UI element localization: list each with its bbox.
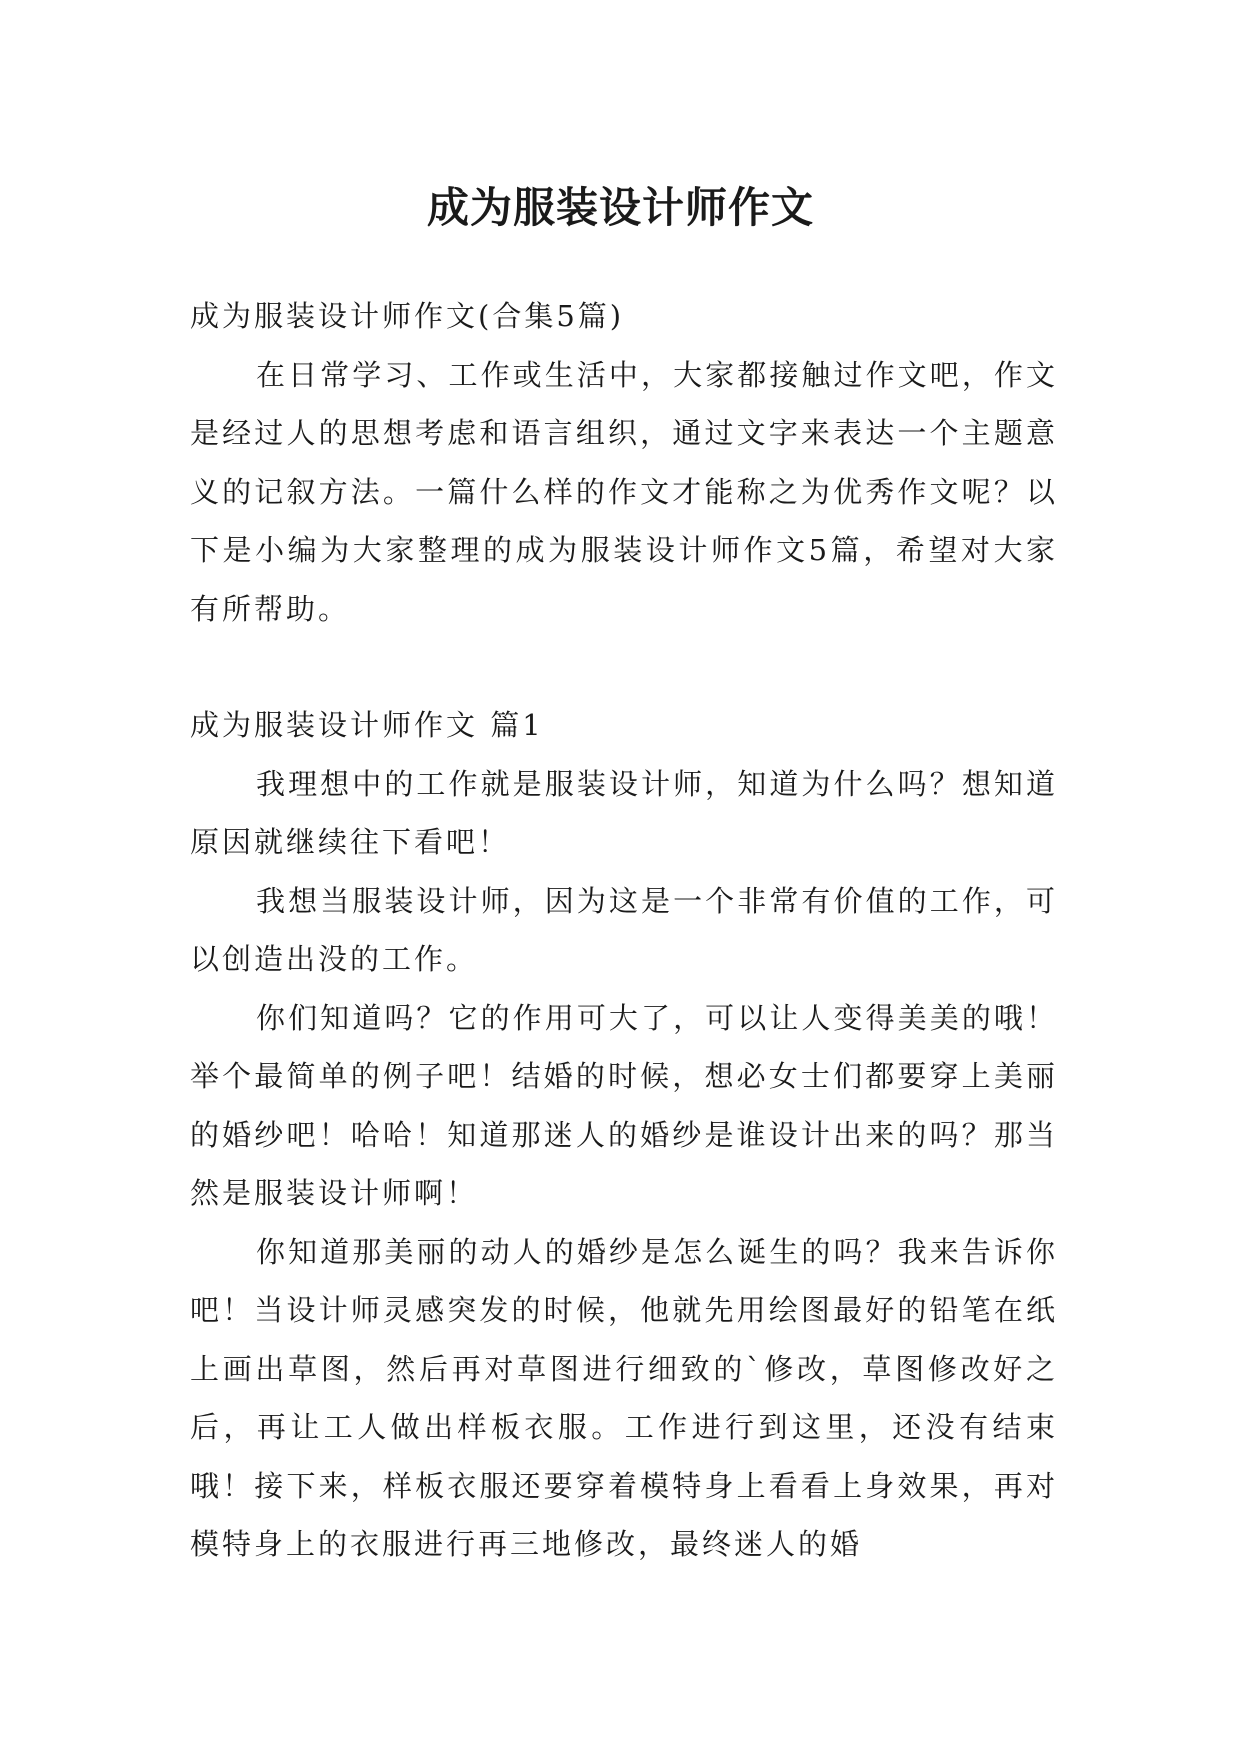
document-title: 成为服装设计师作文: [426, 183, 814, 233]
document-body: [190, 287, 1058, 1574]
section-paragraph: 我想当服装设计师，因为这是一个非常有价值的工作，可以创造出没的工作。: [190, 883, 1058, 976]
section-paragraph: 我理想中的工作就是服装设计师，知道为什么吗？想知道原因就继续往下看吧！: [190, 766, 1058, 859]
intro-paragraph: 在日常学习、工作或生活中，大家都接触过作文吧，作文是经过人的思想考虑和语言组织，通过文字来表达一个主题意义的记叙方法。一篇什么样的作文才能称之为优秀作文呢？以下是小编为大家整理的成为服装设计师作文5篇，希望对大家有所帮助。: [190, 357, 1058, 626]
section-paragraph: 你们知道吗？它的作用可大了，可以让人变得美美的哦！举个最简单的例子吧！结婚的时候，想必女士们都要穿上美丽的婚纱吧！哈哈！知道那迷人的婚纱是谁设计出来的吗？那当然是服装设计师啊！: [190, 1000, 1058, 1210]
section-spacer: [190, 638, 1058, 696]
section-paragraph: 你知道那美丽的动人的婚纱是怎么诞生的吗？我来告诉你吧！当设计师灵感突发的时候，他就先用绘图最好的铅笔在纸上画出草图，然后再对草图进行细致的`修改，草图修改好之后，再让工人做出样板衣服。工作进行到这里，还没有结束哦！接下来，样板衣服还要穿着模特身上看看上身效果，再对模特身上的衣服进行再三地修改，最终迷人的婚: [190, 1234, 1058, 1561]
section-heading: 成为服装设计师作文 篇1: [190, 708, 544, 742]
collection-label: 成为服装设计师作文(合集5篇): [190, 299, 625, 333]
